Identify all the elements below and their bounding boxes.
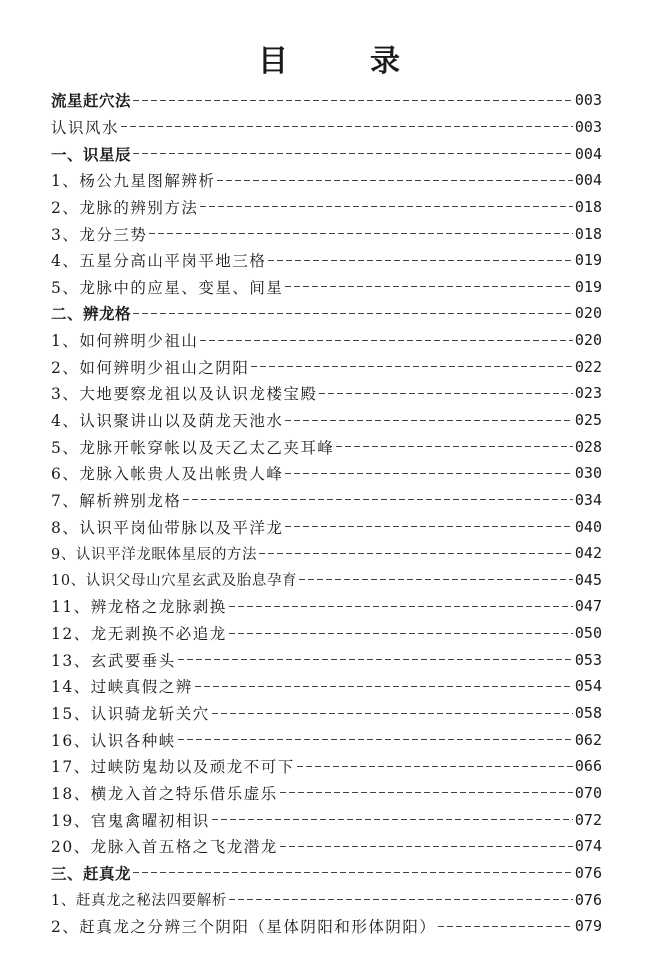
toc-entry[interactable]	[51, 593, 602, 620]
dot-leader	[149, 233, 573, 234]
toc-entry-label: 16、认识各种峡	[51, 731, 176, 750]
dot-leader	[229, 899, 573, 900]
toc-page-number: 034	[574, 490, 602, 509]
toc-page-number: 003	[574, 117, 602, 136]
toc-page-number: 070	[574, 783, 602, 802]
toc-page-number: 020	[574, 331, 602, 350]
toc-page-number: 079	[574, 917, 602, 936]
dot-leader	[217, 180, 573, 181]
toc-entry[interactable]	[51, 540, 602, 567]
toc-entry-label: 3、龙分三势	[51, 225, 148, 244]
toc-entry-label: 13、玄武要垂头	[51, 651, 176, 670]
dot-leader	[280, 792, 573, 793]
dot-leader	[251, 366, 573, 367]
dot-leader	[268, 260, 573, 261]
toc-page-number: 022	[574, 357, 602, 376]
toc-entry-label: 9、认识平洋龙眠体星辰的方法	[51, 546, 258, 563]
toc-entry[interactable]	[51, 753, 602, 780]
toc-entry[interactable]	[51, 194, 602, 221]
toc-entry-label: 认识风水	[51, 118, 120, 137]
toc-entry-label: 14、过峡真假之辨	[51, 678, 193, 697]
toc-entry[interactable]	[51, 673, 602, 700]
toc-entry-label: 4、认识聚讲山以及荫龙天池水	[51, 412, 284, 430]
toc-entry[interactable]	[51, 220, 602, 247]
toc-page-number: 030	[574, 464, 602, 483]
dot-leader	[229, 633, 573, 634]
toc-page-number: 042	[574, 544, 602, 563]
toc-page-number: 003	[574, 91, 602, 110]
toc-page-number: 028	[574, 437, 602, 456]
dot-leader	[178, 659, 573, 660]
table-of-contents	[51, 87, 602, 940]
toc-entry-label: 1、赶真龙之秘法四要解析	[51, 893, 227, 910]
toc-page-number: 050	[574, 624, 602, 643]
toc-page-number: 045	[574, 570, 602, 589]
toc-entry-label: 二、辨龙格	[51, 305, 132, 324]
toc-entry[interactable]	[51, 700, 602, 727]
toc-entry-label: 2、赶真龙之分辨三个阴阳（星体阴阳和形体阴阳）	[51, 918, 437, 937]
toc-entry[interactable]	[51, 460, 602, 487]
toc-entry-label: 7、解析辨别龙格	[51, 491, 182, 510]
toc-section-heading[interactable]	[51, 140, 602, 167]
toc-entry[interactable]	[51, 167, 602, 194]
toc-page-number: 004	[574, 144, 602, 163]
dot-leader	[319, 393, 573, 394]
toc-entry[interactable]	[51, 646, 602, 673]
toc-page-number: 058	[574, 704, 602, 723]
dot-leader	[285, 286, 573, 287]
dot-leader	[285, 420, 573, 421]
toc-entry-label: 1、如何辨明少祖山	[51, 332, 199, 351]
toc-page-number: 019	[574, 277, 602, 296]
dot-leader	[200, 340, 573, 341]
dot-leader	[200, 206, 573, 207]
dot-leader	[297, 766, 573, 767]
dot-leader	[133, 153, 573, 154]
toc-entry[interactable]	[51, 567, 602, 594]
toc-entry[interactable]	[51, 353, 602, 380]
toc-page-number: 020	[574, 304, 602, 323]
toc-entry[interactable]	[51, 913, 602, 940]
dot-leader	[285, 473, 573, 474]
toc-entry-label: 17、过峡防鬼劫以及顽龙不可下	[51, 758, 295, 777]
toc-entry[interactable]	[51, 620, 602, 647]
dot-leader	[133, 313, 573, 314]
toc-page-number: 047	[574, 597, 602, 616]
toc-section-heading[interactable]	[51, 860, 602, 887]
toc-entry[interactable]	[51, 114, 602, 141]
toc-page-number: 019	[574, 251, 602, 270]
toc-entry-label: 11、辨龙格之龙脉剥换	[51, 598, 227, 617]
dot-leader	[195, 686, 573, 687]
toc-entry-label: 12、龙无剥换不必追龙	[51, 625, 227, 644]
dot-leader	[280, 846, 573, 847]
dot-leader	[121, 126, 573, 127]
toc-entry-label: 18、横龙入首之特乐借乐虚乐	[51, 784, 278, 803]
toc-entry-label: 3、大地要察龙祖以及认识龙楼宝殿	[51, 385, 318, 404]
toc-entry[interactable]	[51, 780, 602, 807]
toc-entry[interactable]	[51, 247, 602, 274]
toc-entry-label: 20、龙脉入首五格之飞龙潜龙	[51, 838, 278, 857]
toc-entry[interactable]	[51, 833, 602, 860]
toc-page-number: 054	[574, 677, 602, 696]
toc-entry-label: 5、龙脉开帐穿帐以及天乙太乙夹耳峰	[51, 438, 335, 457]
toc-entry[interactable]	[51, 513, 602, 540]
page-title: 目 录	[258, 44, 426, 79]
toc-entry[interactable]	[51, 380, 602, 407]
toc-entry[interactable]	[51, 487, 602, 514]
toc-entry[interactable]	[51, 726, 602, 753]
toc-section-heading[interactable]	[51, 87, 602, 114]
toc-entry-label: 5、龙脉中的应星、变星、间星	[51, 278, 284, 297]
toc-entry-label: 6、龙脉入帐贵人及出帐贵人峰	[51, 465, 284, 484]
dot-leader	[212, 819, 573, 820]
toc-entry[interactable]	[51, 433, 602, 460]
toc-entry-label: 流星赶穴法	[51, 92, 132, 111]
toc-page-number: 053	[574, 650, 602, 669]
toc-page-number: 040	[574, 517, 602, 536]
toc-page-number: 074	[574, 837, 602, 856]
toc-entry[interactable]	[51, 806, 602, 833]
toc-section-heading[interactable]	[51, 300, 602, 327]
toc-page-number: 025	[574, 411, 602, 429]
dot-leader	[178, 739, 573, 740]
toc-page-number: 072	[574, 810, 602, 829]
toc-entry-label: 一、识星辰	[51, 145, 132, 164]
toc-page-number: 018	[574, 224, 602, 243]
toc-page-number: 023	[574, 384, 602, 403]
toc-entry-label: 2、龙脉的辨别方法	[51, 198, 199, 217]
toc-page-number: 004	[574, 171, 602, 190]
toc-entry-label: 三、赶真龙	[51, 864, 132, 883]
dot-leader	[438, 926, 573, 927]
dot-leader	[183, 499, 573, 500]
dot-leader	[229, 606, 573, 607]
dot-leader	[259, 553, 573, 554]
toc-page-number: 076	[574, 890, 602, 909]
toc-entry[interactable]	[51, 327, 602, 354]
toc-entry-label: 15、认识骑龙斩关穴	[51, 705, 210, 724]
dot-leader	[133, 872, 573, 873]
toc-entry-label: 19、官鬼禽曜初相识	[51, 811, 210, 830]
toc-page-number: 018	[574, 197, 602, 216]
toc-page-number: 076	[574, 863, 602, 882]
toc-entry-label: 2、如何辨明少祖山之阴阳	[51, 358, 250, 377]
dot-leader	[299, 579, 573, 580]
toc-entry[interactable]	[51, 886, 602, 913]
toc-entry-label: 4、五星分高山平岗平地三格	[51, 252, 267, 271]
toc-entry-label: 8、认识平岗仙带脉以及平洋龙	[51, 518, 284, 537]
toc-entry[interactable]	[51, 273, 602, 300]
toc-page-number: 066	[574, 757, 602, 776]
dot-leader	[212, 713, 573, 714]
toc-entry-label: 10、认识父母山穴星玄武及胎息孕育	[51, 573, 298, 590]
toc-entry[interactable]	[51, 407, 602, 434]
dot-leader	[285, 526, 573, 527]
toc-entry-label: 1、杨公九星图解辨析	[51, 172, 216, 191]
dot-leader	[336, 446, 573, 447]
toc-page-number: 062	[574, 730, 602, 749]
dot-leader	[133, 100, 573, 101]
